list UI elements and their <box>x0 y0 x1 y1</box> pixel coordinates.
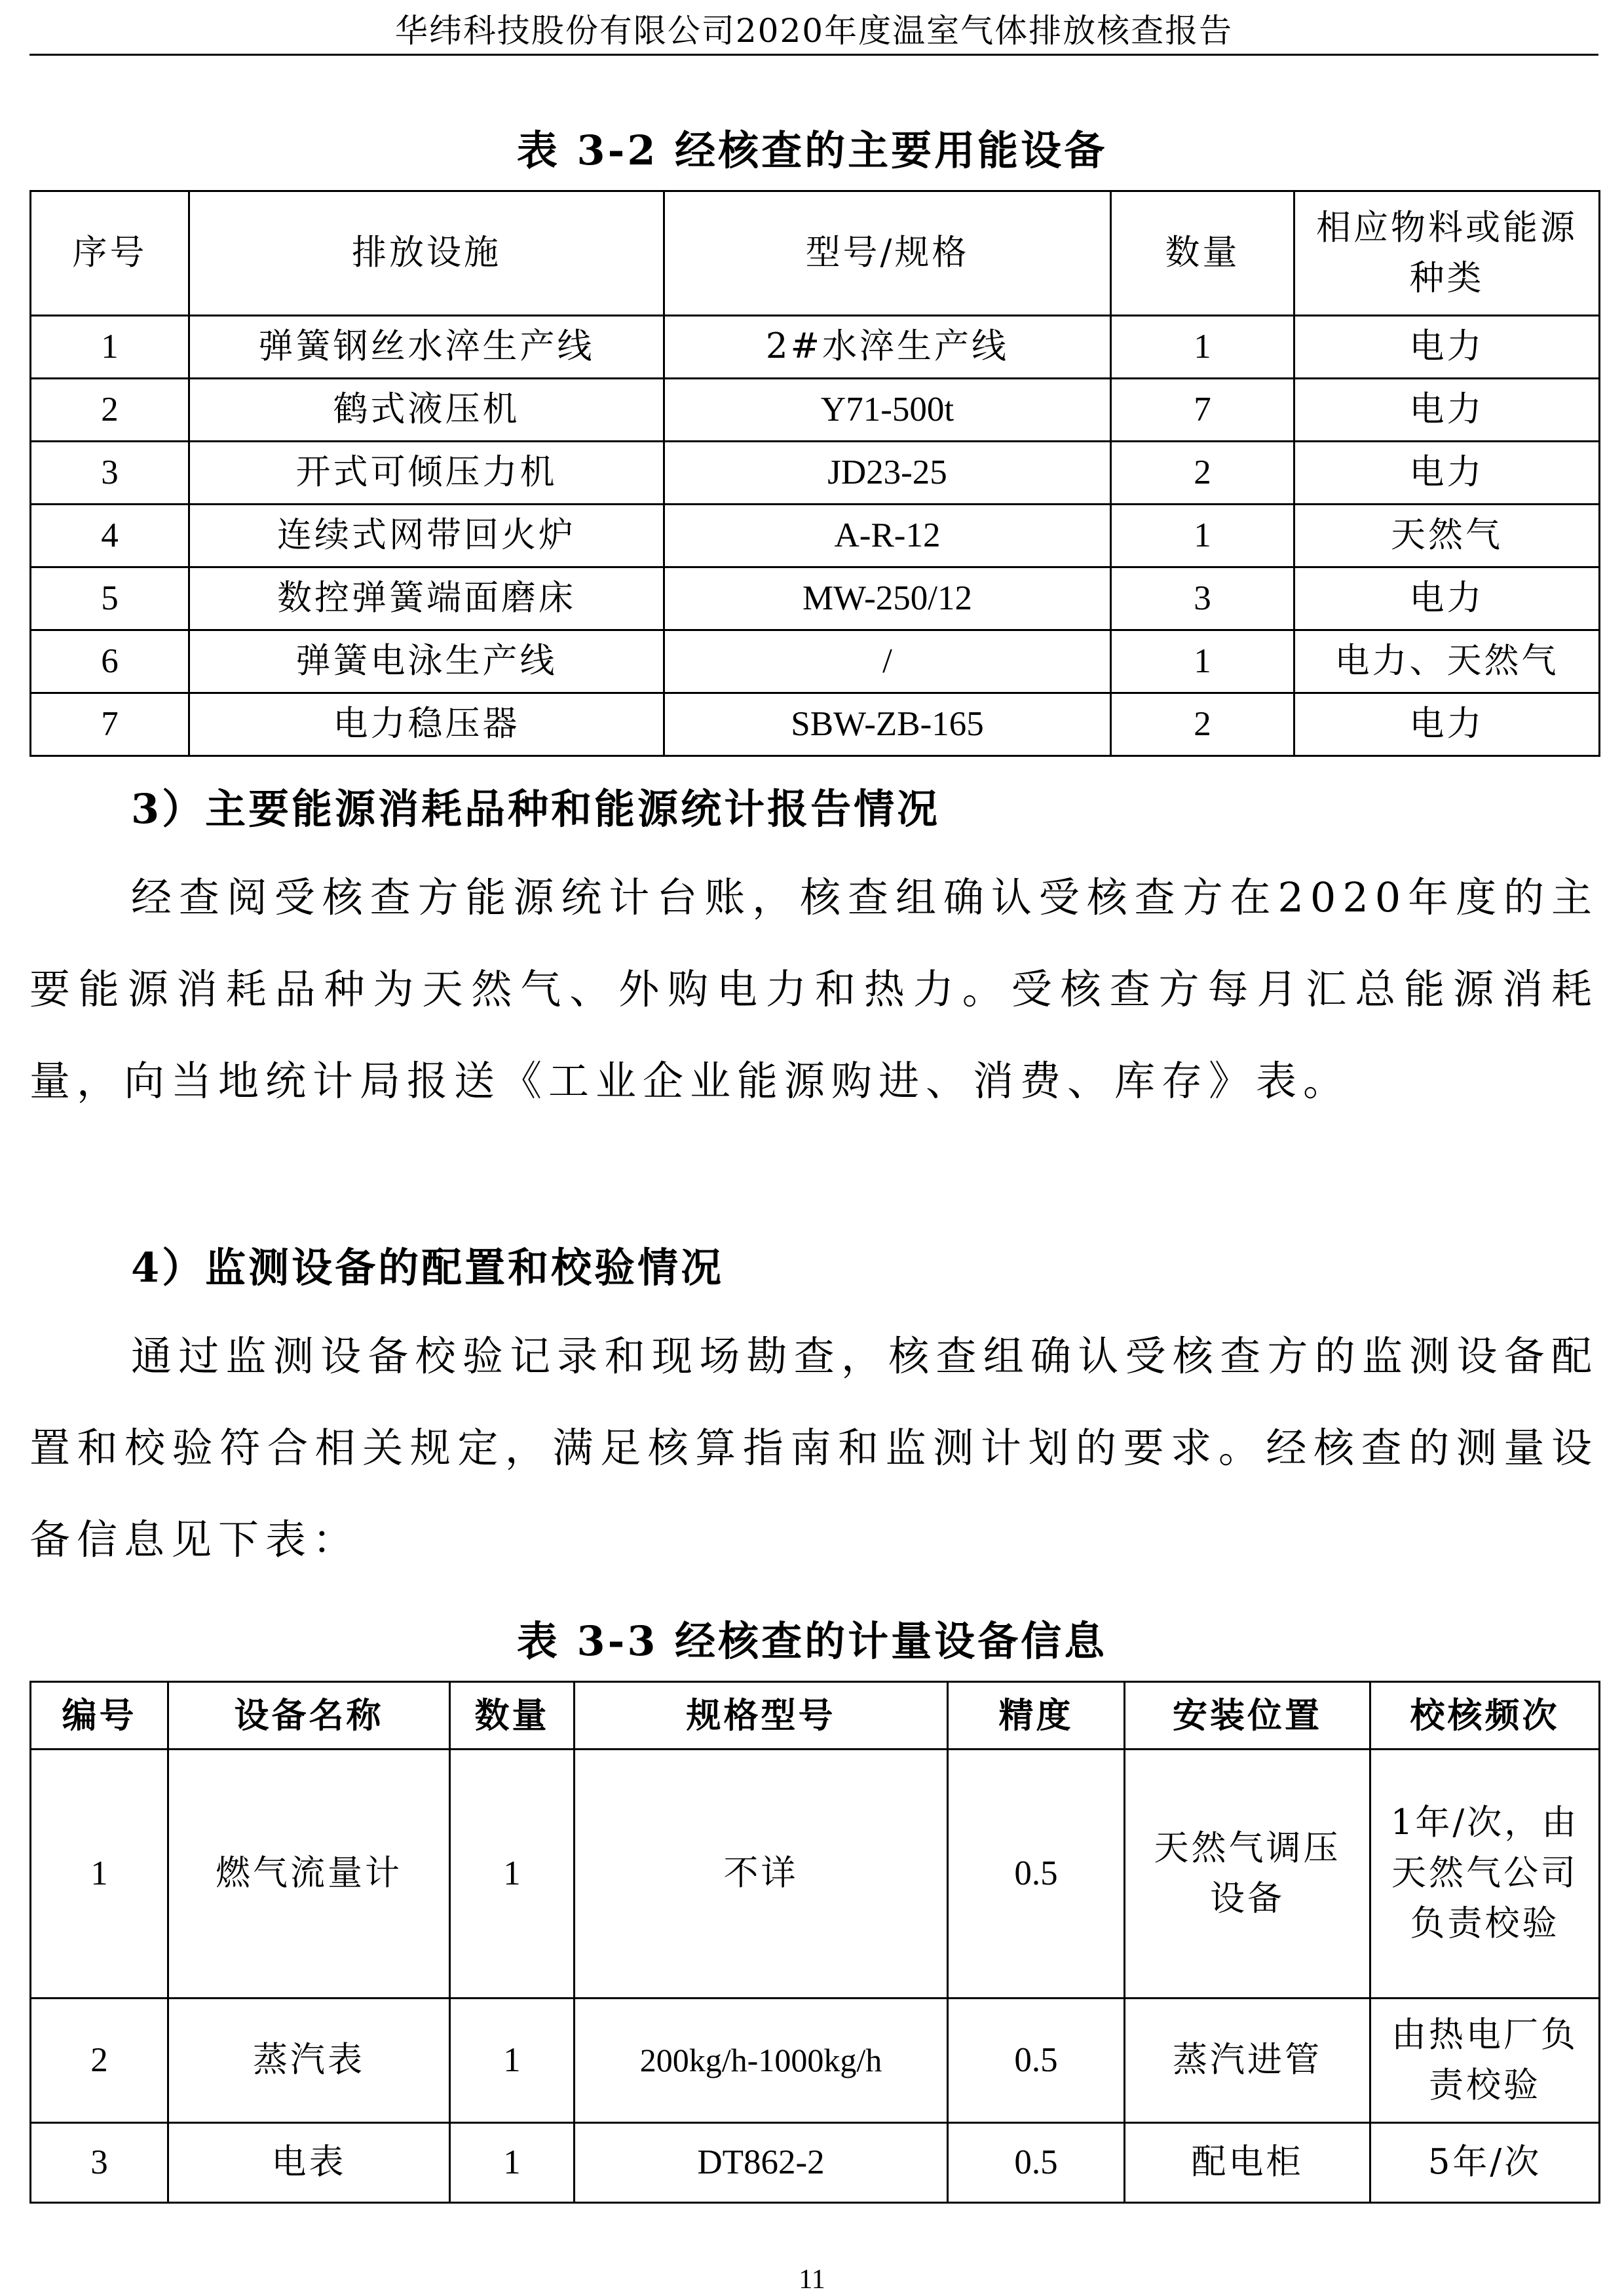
cell-accuracy: 0.5 <box>948 1750 1125 1999</box>
section-4-paragraph: 通过监测设备校验记录和现场勘查，核查组确认受核查方的监测设备配置和校验符合相关规定，满足核算指南和监测计划的要求。经核查的测量设备信息见下表： <box>29 1332 1598 1563</box>
cell-energy-type: 电力 <box>1294 316 1600 379</box>
section-3-heading: 3）主要能源消耗品种和能源统计报告情况 <box>131 785 941 833</box>
cell-device-name: 燃气流量计 <box>168 1750 450 1999</box>
cell-number: 2 <box>31 1999 168 2123</box>
col-header-location: 安装位置 <box>1125 1682 1370 1750</box>
col-header-accuracy: 精度 <box>948 1682 1125 1750</box>
running-header: 华纬科技股份有限公司2020年度温室气体排放核查报告 <box>29 8 1598 56</box>
cell-facility: 鹤式液压机 <box>189 379 664 442</box>
cell-facility: 连续式网带回火炉 <box>189 505 664 567</box>
col-header-facility: 排放设施 <box>189 191 664 316</box>
col-header-index: 序号 <box>31 191 189 316</box>
cell-quantity: 7 <box>1111 379 1294 442</box>
table-header-row <box>31 191 1600 316</box>
cell-quantity: 1 <box>450 2123 575 2203</box>
cell-spec: DT862-2 <box>575 2123 948 2203</box>
cell-calibration: 1年/次，由天然气公司负责校验 <box>1370 1750 1600 1999</box>
main-energy-equipment-table <box>29 190 1600 757</box>
col-header-calibration: 校核频次 <box>1370 1682 1600 1750</box>
cell-device-name: 蒸汽表 <box>168 1999 450 2123</box>
cell-location: 天然气调压设备 <box>1125 1750 1370 1999</box>
cell-location: 蒸汽进管 <box>1125 1999 1370 2123</box>
page-number: 11 <box>799 2265 825 2295</box>
cell-facility: 开式可倾压力机 <box>189 442 664 505</box>
cell-number: 3 <box>31 2123 168 2203</box>
cell-calibration: 5年/次 <box>1370 2123 1600 2203</box>
cell-facility: 弹簧钢丝水淬生产线 <box>189 316 664 379</box>
table-row <box>31 505 1600 567</box>
table-row <box>31 693 1600 756</box>
cell-facility: 弹簧电泳生产线 <box>189 630 664 693</box>
cell-index: 4 <box>31 505 189 567</box>
table-row <box>31 567 1600 630</box>
cell-quantity: 1 <box>1111 505 1294 567</box>
table-3-3-caption: 表 3-3 经核查的计量设备信息 <box>516 1617 1108 1665</box>
cell-quantity: 1 <box>1111 316 1294 379</box>
cell-accuracy: 0.5 <box>948 1999 1125 2123</box>
cell-energy-type: 电力 <box>1294 693 1600 756</box>
table-3-2-caption: 表 3-2 经核查的主要用能设备 <box>516 126 1108 174</box>
col-header-number: 编号 <box>31 1682 168 1750</box>
cell-index: 1 <box>31 316 189 379</box>
col-header-spec: 规格型号 <box>575 1682 948 1750</box>
cell-index: 3 <box>31 442 189 505</box>
col-header-energy-type: 相应物料或能源种类 <box>1294 191 1600 316</box>
table-row <box>31 630 1600 693</box>
cell-quantity: 3 <box>1111 567 1294 630</box>
cell-energy-type: 电力 <box>1294 567 1600 630</box>
cell-facility: 数控弹簧端面磨床 <box>189 567 664 630</box>
cell-quantity: 2 <box>1111 693 1294 756</box>
section-3-paragraph: 经查阅受核查方能源统计台账，核查组确认受核查方在2020年度的主要能源消耗品种为天然气、外购电力和热力。受核查方每月汇总能源消耗量，向当地统计局报送《工业企业能源购进、消费、库存》表。 <box>29 873 1598 1105</box>
section-4-heading: 4）监测设备的配置和校验情况 <box>131 1244 725 1292</box>
table-row <box>31 316 1600 379</box>
col-header-quantity: 数量 <box>450 1682 575 1750</box>
col-header-model: 型号/规格 <box>664 191 1111 316</box>
cell-index: 2 <box>31 379 189 442</box>
cell-model: A-R-12 <box>664 505 1111 567</box>
cell-model: 2#水淬生产线 <box>664 316 1111 379</box>
cell-accuracy: 0.5 <box>948 2123 1125 2203</box>
cell-energy-type: 电力、天然气 <box>1294 630 1600 693</box>
col-header-device-name: 设备名称 <box>168 1682 450 1750</box>
table-header-row <box>31 1682 1600 1750</box>
table-row <box>31 1999 1600 2123</box>
cell-model: Y71-500t <box>664 379 1111 442</box>
cell-index: 6 <box>31 630 189 693</box>
cell-index: 7 <box>31 693 189 756</box>
metering-equipment-table <box>29 1681 1600 2204</box>
cell-energy-type: 电力 <box>1294 442 1600 505</box>
cell-quantity: 1 <box>1111 630 1294 693</box>
cell-calibration: 由热电厂负责校验 <box>1370 1999 1600 2123</box>
cell-model: SBW-ZB-165 <box>664 693 1111 756</box>
cell-quantity: 2 <box>1111 442 1294 505</box>
cell-model: / <box>664 630 1111 693</box>
cell-quantity: 1 <box>450 1999 575 2123</box>
cell-device-name: 电表 <box>168 2123 450 2203</box>
table-row <box>31 2123 1600 2203</box>
cell-spec: 不详 <box>575 1750 948 1999</box>
table-row <box>31 442 1600 505</box>
cell-facility: 电力稳压器 <box>189 693 664 756</box>
cell-energy-type: 天然气 <box>1294 505 1600 567</box>
cell-spec: 200kg/h-1000kg/h <box>575 1999 948 2123</box>
table-row <box>31 379 1600 442</box>
cell-energy-type: 电力 <box>1294 379 1600 442</box>
cell-number: 1 <box>31 1750 168 1999</box>
cell-location: 配电柜 <box>1125 2123 1370 2203</box>
cell-model: MW-250/12 <box>664 567 1111 630</box>
cell-quantity: 1 <box>450 1750 575 1999</box>
cell-model: JD23-25 <box>664 442 1111 505</box>
cell-index: 5 <box>31 567 189 630</box>
col-header-quantity: 数量 <box>1111 191 1294 316</box>
table-row <box>31 1750 1600 1999</box>
